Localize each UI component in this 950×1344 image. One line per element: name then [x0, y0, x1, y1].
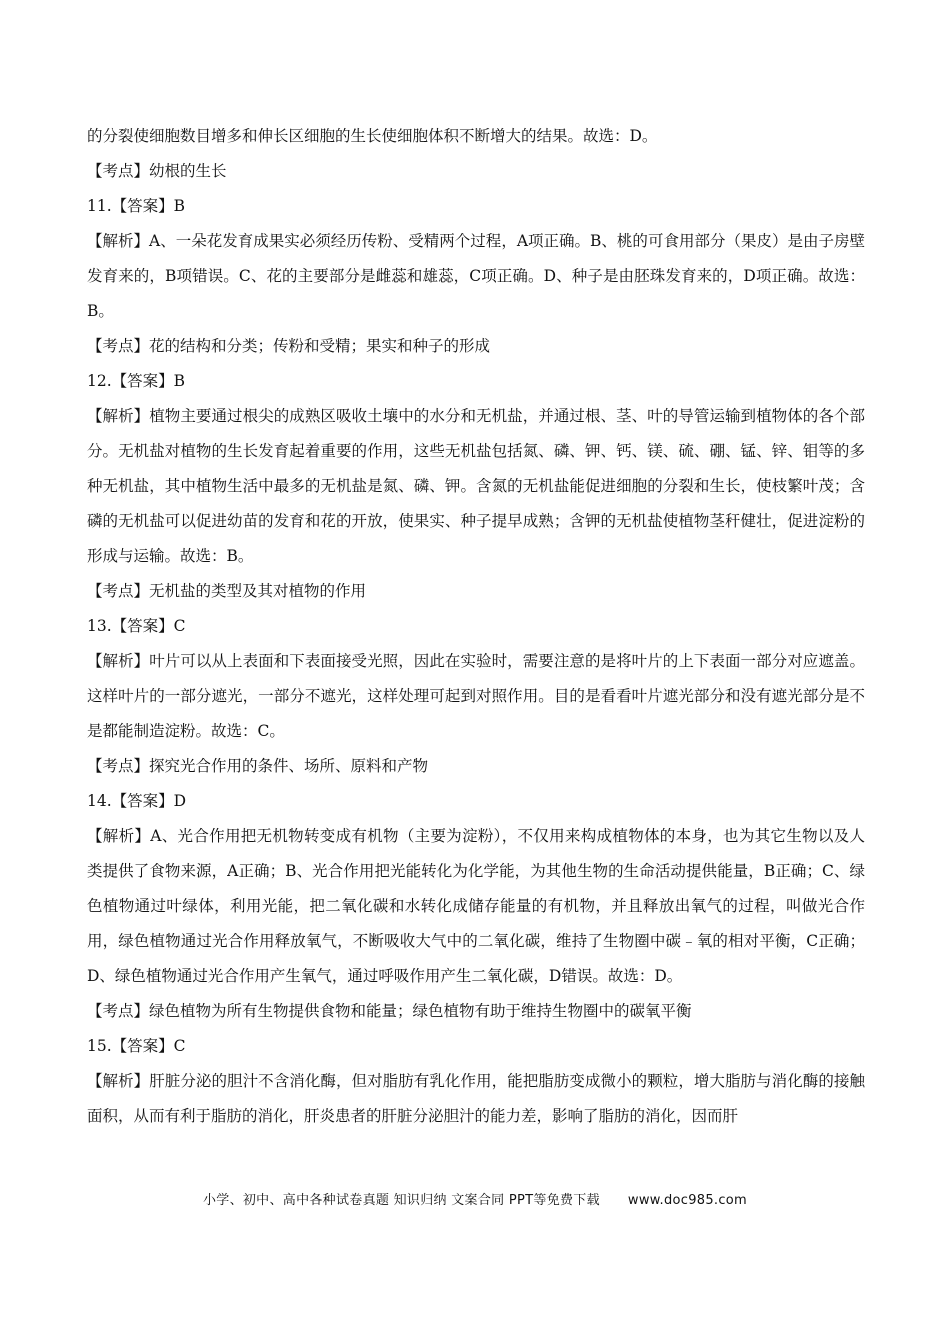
- document-body: [87, 119, 865, 1134]
- q13-point: 【考点】探究光合作用的条件、场所、原料和产物: [87, 757, 429, 775]
- q13-analysis: 【解析】叶片可以从上表面和下表面接受光照，因此在实验时，需要注意的是将叶片的上下表面一部分对应遮盖。这样叶片的一部分遮光，一部分不遮光，这样处理可起到对照作用。目的是看看叶片遮光部分和没有遮光部分是不是都能制造淀粉。故选：C。: [87, 652, 865, 740]
- q12-point: 【考点】无机盐的类型及其对植物的作用: [87, 582, 367, 600]
- q12-answer: 12.【答案】B: [87, 372, 186, 390]
- footer-site-link[interactable]: www.doc985.com: [627, 1193, 748, 1208]
- q13-answer: 13.【答案】C: [87, 617, 186, 635]
- q15-analysis: 【解析】肝脏分泌的胆汁不含消化酶，但对脂肪有乳化作用，能把脂肪变成微小的颗粒，增大脂肪与消化酶的接触面积，从而有利于脂肪的消化，肝炎患者的肝脏分泌胆汁的能力差，影响了脂肪的消化，因而肝: [87, 1072, 865, 1125]
- q14-analysis: 【解析】A、光合作用把无机物转变成有机物（主要为淀粉），不仅用来构成植物体的本身，也为其它生物以及人类提供了食物来源，A正确；B、光合作用把光能转化为化学能，为其他生物的生命活动提供能量，B正确；C、绿色植物通过叶绿体，利用光能，把二氧化碳和水转化成储存能量的有机物，并且释放出氧气的过程，叫做光合作用，绿色植物通过光合作用释放氧气，不断吸收大气中的二氧化碳，维持了生物圈中碳﹣氧的相对平衡，C正确；D、绿色植物通过光合作用产生氧气，通过呼吸作用产生二氧化碳，D错误。故选：D。: [87, 827, 865, 985]
- q10-point: 【考点】幼根的生长: [87, 162, 227, 180]
- q11-analysis: 【解析】A、一朵花发育成果实必须经历传粉、受精两个过程，A项正确。B、桃的可食用部分（果皮）是由子房壁发育来的，B项错误。C、花的主要部分是雌蕊和雄蕊，C项正确。D、种子是由胚珠发育来的，D项正确。故选：B。: [87, 232, 865, 320]
- q14-point: 【考点】绿色植物为所有生物提供食物和能量；绿色植物有助于维持生物圈中的碳氧平衡: [87, 1002, 692, 1020]
- paragraph-continuation: 的分裂使细胞数目增多和伸长区细胞的生长使细胞体积不断增大的结果。故选：D。: [87, 127, 658, 145]
- q11-point: 【考点】花的结构和分类；传粉和受精；果实和种子的形成: [87, 337, 491, 355]
- footer-text: 小学、初中、高中各种试卷真题 知识归纳 文案合同 PPT等免费下载: [202, 1193, 600, 1208]
- page-footer: [0, 1189, 950, 1208]
- q11-answer: 11.【答案】B: [87, 197, 186, 215]
- q14-answer: 14.【答案】D: [87, 792, 187, 810]
- q12-analysis: 【解析】植物主要通过根尖的成熟区吸收土壤中的水分和无机盐，并通过根、茎、叶的导管运输到植物体的各个部分。无机盐对植物的生长发育起着重要的作用，这些无机盐包括氮、磷、钾、钙、镁、硫、硼、锰、锌、钼等的多种无机盐，其中植物生活中最多的无机盐是氮、磷、钾。含氮的无机盐能促进细胞的分裂和生长，使枝繁叶茂；含磷的无机盐可以促进幼苗的发育和花的开放，使果实、种子提早成熟；含钾的无机盐使植物茎秆健壮，促进淀粉的形成与运输。故选：B。: [87, 407, 865, 565]
- q15-answer: 15.【答案】C: [87, 1037, 186, 1055]
